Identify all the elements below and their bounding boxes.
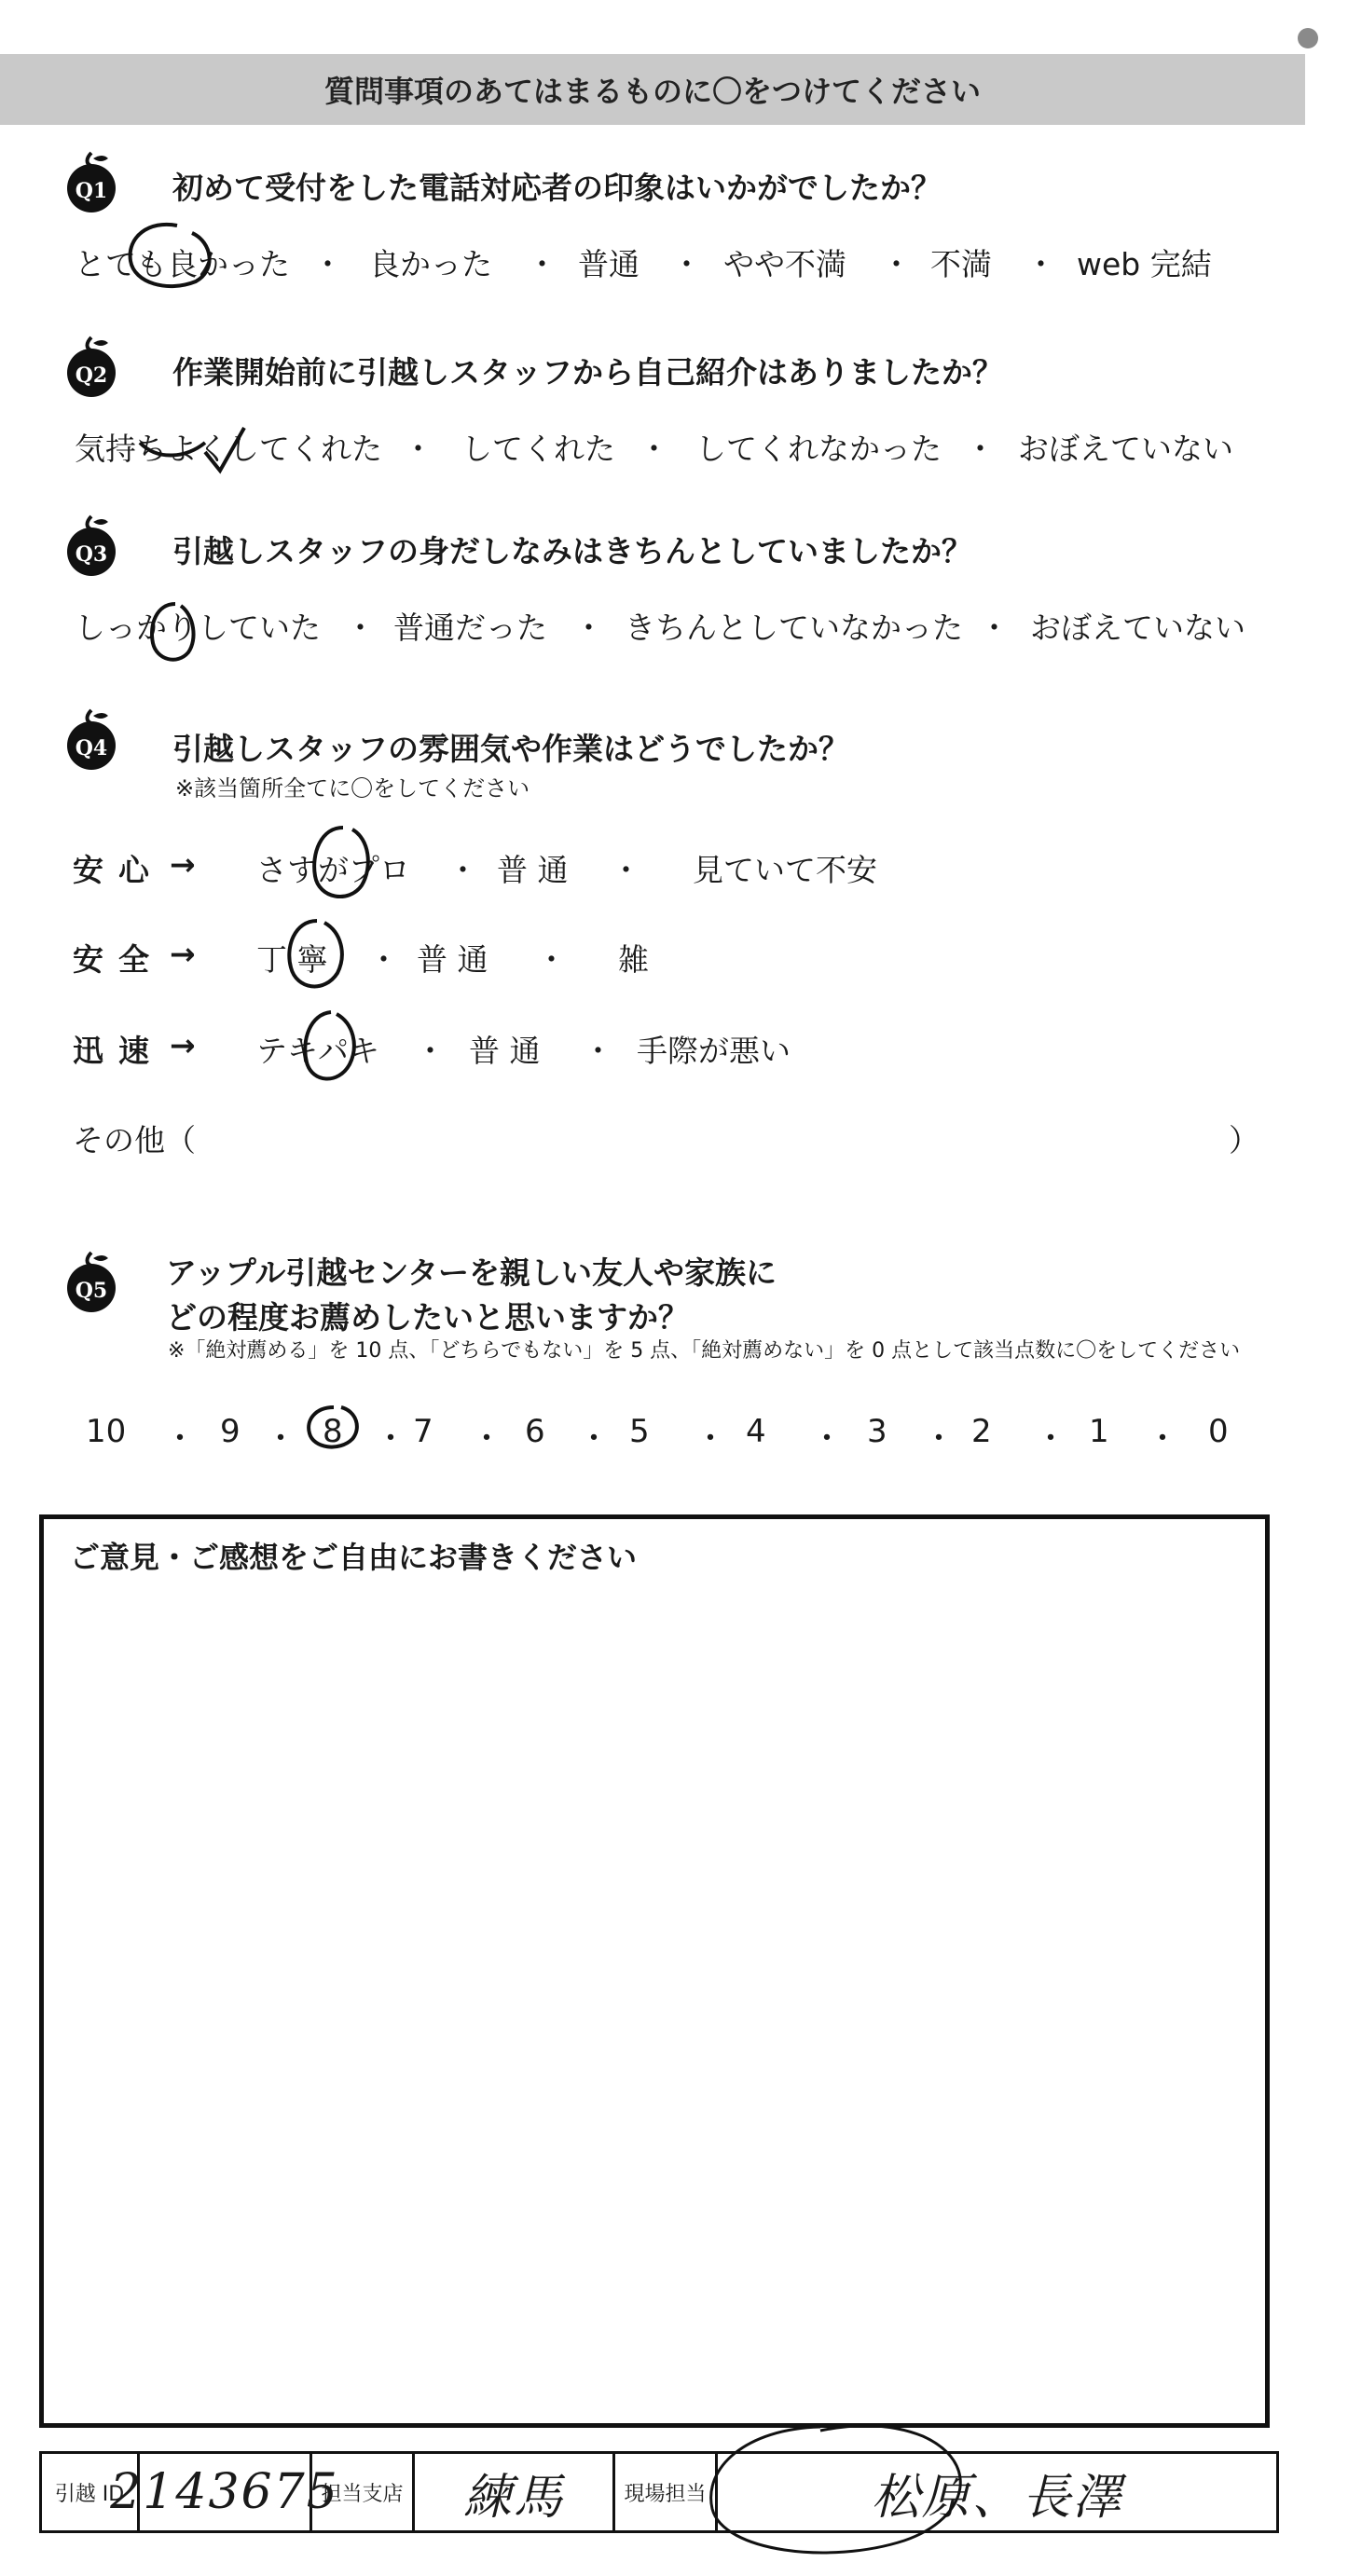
staff-label: 現場担当: [615, 2454, 718, 2530]
separator: ・: [415, 1033, 446, 1069]
score-8[interactable]: 8: [323, 1413, 343, 1450]
separator: ・: [578, 1420, 610, 1458]
separator: ・: [1147, 1420, 1178, 1458]
q4-option-tekipaki[interactable]: テキパキ: [256, 1033, 379, 1069]
q3-option-dont-remember[interactable]: おぼえていない: [1030, 610, 1245, 646]
q4-option-normal[interactable]: 普 通: [469, 1033, 541, 1069]
score-10[interactable]: 10: [86, 1413, 127, 1450]
score-0[interactable]: 0: [1208, 1413, 1229, 1450]
q3-question: 引越しスタッフの身だしなみはきちんとしていましたか？: [172, 533, 972, 569]
score-4[interactable]: 4: [746, 1413, 766, 1450]
separator: ・: [375, 1420, 406, 1458]
q5-badge-icon: [58, 1249, 125, 1316]
q1-badge-icon: [58, 149, 125, 216]
q1-option-very-good[interactable]: とても良かった: [75, 246, 290, 282]
separator: ・: [312, 246, 343, 282]
separator: ・: [527, 246, 557, 282]
branch-value: 練馬: [415, 2454, 615, 2530]
separator: ・: [923, 1420, 955, 1458]
score-6[interactable]: 6: [525, 1413, 545, 1450]
header-bar: [0, 54, 1305, 125]
svg-text:Q2: Q2: [75, 363, 108, 388]
q4-note: ※該当箇所全てに〇をしてください: [175, 775, 530, 802]
separator: ・: [403, 431, 433, 467]
score-5[interactable]: 5: [629, 1413, 650, 1450]
q2-badge-icon: [58, 334, 125, 401]
separator: ・: [368, 941, 399, 978]
separator: ・: [1035, 1420, 1066, 1458]
q4-row-label-jinsoku: 迅速: [73, 1033, 164, 1069]
separator: ・: [265, 1420, 296, 1458]
q3-option-normal[interactable]: 普通だった: [393, 610, 547, 646]
q1-options: [75, 240, 1286, 282]
q2-option-did-not[interactable]: してくれなかった: [695, 431, 942, 467]
comment-body: [70, 1584, 1239, 2405]
q4-question: 引越しスタッフの雰囲気や作業はどうでしたか？: [172, 731, 849, 767]
separator: ・: [811, 1420, 843, 1458]
comment-title: ご意見・ご感想をご自由にお書きください: [70, 1540, 638, 1575]
staff-value: 松原、長澤: [871, 2469, 1123, 2526]
q2-option-dont-remember[interactable]: おぼえていない: [1018, 431, 1233, 467]
branch-label: 担当支店: [312, 2454, 415, 2530]
q4-badge-icon: [58, 706, 125, 774]
q1-option-good[interactable]: 良かった: [369, 246, 492, 282]
q3-option-neat[interactable]: しっかりしていた: [75, 610, 321, 646]
score-9[interactable]: 9: [220, 1413, 241, 1450]
arrow-icon: →: [170, 1027, 196, 1063]
q4-option-careful[interactable]: 丁 寧: [256, 941, 328, 978]
q4-row-label-anzen: 安全: [73, 941, 164, 978]
q1-option-slightly-dissatisfied[interactable]: やや不満: [723, 246, 846, 282]
comment-box[interactable]: [39, 1514, 1270, 2428]
separator: ・: [611, 852, 641, 888]
separator: ・: [639, 431, 669, 467]
separator: ・: [881, 246, 912, 282]
q4-option-normal[interactable]: 普 通: [417, 941, 488, 978]
q4-other-close: ）: [1229, 1122, 1259, 1158]
q5-question-line2: どの程度お薦めしたいと思いますか？: [166, 1299, 689, 1336]
corner-dot: [1298, 28, 1318, 48]
separator: ・: [695, 1420, 726, 1458]
arrow-icon: →: [170, 936, 196, 972]
q3-options: [75, 604, 1286, 646]
score-3[interactable]: 3: [867, 1413, 887, 1450]
q1-option-dissatisfied[interactable]: 不満: [930, 246, 992, 282]
separator: ・: [671, 246, 702, 282]
q5-note: ※「絶対薦める」を 10 点、「どちらでもない」を 5 点、「絶対薦めない」を 0 点として該当点数に〇をしてください: [168, 1339, 1241, 1363]
q4-option-uneasy[interactable]: 見ていて不安: [693, 852, 877, 888]
q4-option-clumsy[interactable]: 手際が悪い: [637, 1033, 791, 1069]
q4-row-label-anshin: 安心: [73, 852, 164, 888]
arrow-icon: →: [170, 846, 196, 883]
separator: ・: [979, 610, 1010, 646]
separator: ・: [164, 1420, 196, 1458]
svg-text:Q5: Q5: [75, 1279, 108, 1303]
separator: ・: [447, 852, 478, 888]
svg-text:Q4: Q4: [75, 736, 108, 760]
score-7[interactable]: 7: [413, 1413, 433, 1450]
q4-option-sasuga-pro[interactable]: さすがプロ: [256, 852, 410, 888]
id-label: 引越 ID: [42, 2454, 140, 2530]
score-1[interactable]: 1: [1089, 1413, 1109, 1450]
q2-question: 作業開始前に引越しスタッフから自己紹介はありましたか？: [172, 354, 1003, 391]
q3-badge-icon: [58, 513, 125, 580]
q1-question: 初めて受付をした電話対応者の印象はいかがでしたか？: [172, 170, 942, 206]
q4-row-jinsoku-options: [256, 1027, 1189, 1069]
q4-option-sloppy[interactable]: 雑: [618, 941, 649, 978]
separator: ・: [345, 610, 376, 646]
score-2[interactable]: 2: [971, 1413, 992, 1450]
q2-option-kindly[interactable]: 気持ちよくしてくれた: [75, 431, 382, 467]
separator: ・: [471, 1420, 502, 1458]
q4-row-anzen-options: [256, 936, 1189, 978]
separator: ・: [536, 941, 567, 978]
q4-row-anshin-options: [256, 846, 1189, 888]
q4-option-normal[interactable]: 普 通: [497, 852, 569, 888]
q1-option-web[interactable]: web 完結: [1077, 246, 1212, 282]
q5-question-line1: アップル引越センターを親しい友人や家族に: [166, 1254, 777, 1291]
svg-text:Q3: Q3: [75, 542, 108, 567]
q2-options: [75, 425, 1286, 467]
separator: ・: [965, 431, 996, 467]
footer-table: [39, 2451, 1279, 2533]
page-title: 質問事項のあてはまるものに〇をつけてください: [323, 74, 981, 109]
q1-option-normal[interactable]: 普通: [578, 246, 640, 282]
q4-other-label: その他（: [73, 1122, 196, 1158]
q3-option-not-neat[interactable]: きちんとしていなかった: [625, 610, 963, 646]
q2-option-did[interactable]: してくれた: [461, 431, 615, 467]
separator: ・: [583, 1033, 613, 1069]
separator: ・: [573, 610, 604, 646]
id-value: 2143675: [140, 2454, 312, 2530]
svg-text:Q1: Q1: [75, 179, 108, 203]
separator: ・: [1025, 246, 1056, 282]
